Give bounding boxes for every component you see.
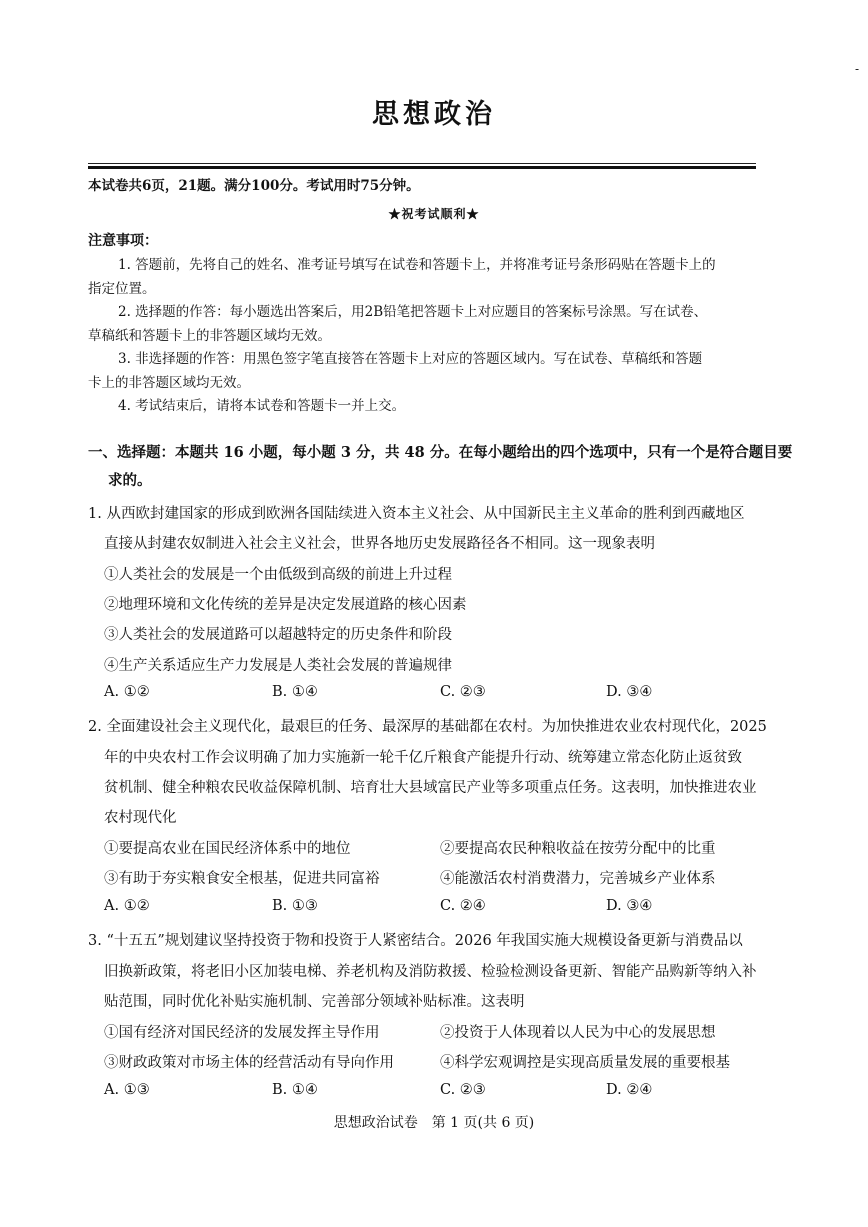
exam-info: 本试卷共6页，21题。满分100分。考试用时75分钟。 — [88, 178, 420, 194]
question-3-choice-d: D. ②④ — [606, 1082, 653, 1098]
question-2-item: ③有助于夯实粮食安全根基，促进共同富裕 — [104, 871, 380, 887]
question-2-choice-d: D. ③④ — [606, 898, 653, 914]
question-3-item: ①国有经济对国民经济的发展发挥主导作用 — [104, 1025, 380, 1041]
question-2-choice-b: B. ①③ — [272, 898, 318, 914]
question-1-choice-a: A. ①② — [104, 684, 150, 700]
note-line: 4. 考试结束后，请将本试卷和答题卡一并上交。 — [118, 398, 406, 414]
section-heading: 一、选择题：本题共 16 小题，每小题 3 分，共 48 分。在每小题给出的四个选项中，只有一个是符合题目要 — [88, 444, 793, 461]
question-3-stem: 贴范围，同时优化补贴实施机制、完善部分领域补贴标准。这表明 — [104, 994, 525, 1010]
corner-mark: - — [855, 62, 860, 76]
question-1-choice-c: C. ②③ — [440, 684, 486, 700]
question-3-choice-a: A. ①③ — [104, 1082, 150, 1098]
question-1-choice-b: B. ①④ — [272, 684, 318, 700]
note-line: 草稿纸和答题卡上的非答题区域均无效。 — [88, 328, 331, 344]
question-1-stem: 1. 从西欧封建国家的形成到欧洲各国陆续进入资本主义社会、从中国新民主主义革命的胜利到西藏地区 — [88, 506, 745, 522]
question-2-item: ①要提高农业在国民经济体系中的地位 — [104, 841, 351, 857]
question-1-stem: 直接从封建农奴制进入社会主义社会，世界各地历史发展路径各不相同。这一现象表明 — [104, 536, 655, 552]
notes-heading: 注意事项： — [88, 233, 158, 249]
question-3-stem: 3. “十五五”规划建议坚持投资于物和投资于人紧密结合。2026 年我国实施大规模设备更新与消费品以 — [88, 933, 743, 949]
question-2-stem: 年的中央农村工作会议明确了加力实施新一轮千亿斤粮食产能提升行动、统筹建立常态化防止返贫致 — [104, 750, 742, 766]
question-2-choice-a: A. ①② — [104, 898, 150, 914]
question-1-item: ①人类社会的发展是一个由低级到高级的前进上升过程 — [104, 567, 452, 583]
page-title: 思想政治 — [372, 99, 496, 130]
question-3-choice-b: B. ①④ — [272, 1082, 318, 1098]
question-3-item: ③财政政策对市场主体的经营活动有导向作用 — [104, 1055, 394, 1071]
question-2-stem: 贫机制、健全种粮农民收益保障机制、培育壮大县域富民产业等多项重点任务。这表明，加快推进农业 — [104, 780, 757, 796]
note-line: 3. 非选择题的作答：用黑色签字笔直接答在答题卡上对应的答题区域内。写在试卷、草稿纸和答题 — [118, 351, 703, 367]
note-line: 指定位置。 — [88, 281, 156, 297]
question-1-item: ②地理环境和文化传统的差异是决定发展道路的核心因素 — [104, 597, 467, 613]
divider-thin — [88, 163, 756, 164]
section-heading-cont: 求的。 — [108, 472, 152, 489]
question-2-stem: 农村现代化 — [104, 810, 177, 826]
question-2-choice-c: C. ②④ — [440, 898, 486, 914]
note-line: 卡上的非答题区域均无效。 — [88, 375, 250, 391]
question-1-choice-d: D. ③④ — [606, 684, 653, 700]
note-line: 2. 选择题的作答：每小题选出答案后，用2B铅笔把答题卡上对应题目的答案标号涂黑。写在试卷、 — [118, 304, 708, 320]
question-2-stem: 2. 全面建设社会主义现代化，最艰巨的任务、最深厚的基础都在农村。为加快推进农业农村现代化，2025 — [88, 719, 767, 735]
question-3-item: ②投资于人体现着以人民为中心的发展思想 — [440, 1025, 716, 1041]
question-2-item: ④能激活农村消费潜力，完善城乡产业体系 — [440, 871, 716, 887]
good-luck-banner: ★祝考试顺利★ — [388, 207, 480, 221]
divider-thick — [88, 166, 756, 169]
question-3-choice-c: C. ②③ — [440, 1082, 486, 1098]
page-footer: 思想政治试卷 第 1 页(共 6 页) — [333, 1115, 535, 1131]
question-2-item: ②要提高农民种粮收益在按劳分配中的比重 — [440, 841, 716, 857]
question-1-item: ④生产关系适应生产力发展是人类社会发展的普遍规律 — [104, 658, 452, 674]
question-3-stem: 旧换新政策，将老旧小区加装电梯、养老机构及消防救援、检验检测设备更新、智能产品购新等纳入补 — [104, 964, 757, 980]
question-3-item: ④科学宏观调控是实现高质量发展的重要根基 — [440, 1055, 730, 1071]
note-line: 1. 答题前，先将自己的姓名、准考证号填写在试卷和答题卡上，并将准考证号条形码贴在答题卡上的 — [118, 257, 716, 273]
question-1-item: ③人类社会的发展道路可以超越特定的历史条件和阶段 — [104, 627, 452, 643]
